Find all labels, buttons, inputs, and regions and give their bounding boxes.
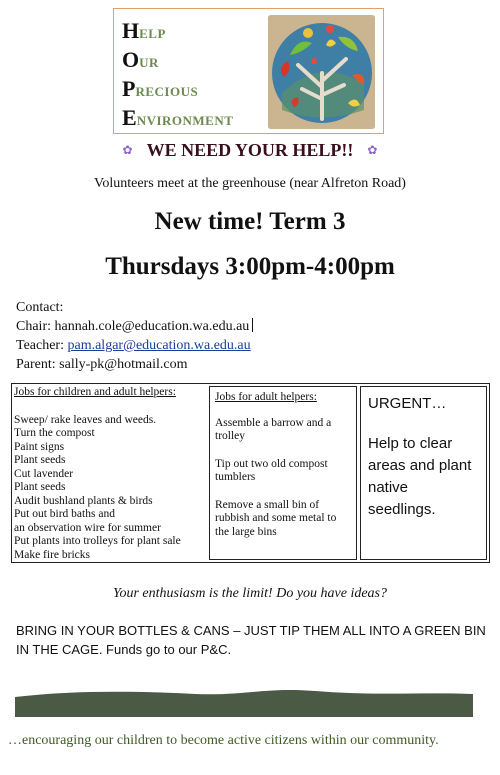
hope-word-our: OUR	[122, 47, 159, 72]
new-time-heading: New time! Term 3	[154, 208, 346, 235]
jobs-children-cell	[14, 386, 212, 560]
flower-icon: ✿	[367, 143, 378, 157]
list-item: Audit bushland plants & birds	[14, 494, 153, 507]
urgent-cell	[360, 386, 487, 560]
list-item: Sweep/ rake leaves and weeds.	[14, 413, 157, 426]
urgent-title: URGENT…	[368, 395, 447, 412]
hope-acronym	[122, 16, 233, 132]
tagline: …encouraging our children to become active citizens within our community.	[8, 733, 439, 748]
bottles-notice: BRING IN YOUR BOTTLES & CANS – JUST TIP THEM ALL INTO A GREEN BIN IN THE CAGE. Funds go to our P&C.	[16, 623, 486, 657]
enthusiasm-line: Your enthusiasm is the limit! Do you have ideas?	[112, 586, 388, 601]
help-headline: WE NEED YOUR HELP!!	[146, 140, 354, 160]
jobs-children-title: Jobs for children and adult helpers:	[14, 386, 176, 398]
text-cursor	[252, 318, 253, 332]
jobs-adults-cell	[209, 386, 357, 560]
hope-painted-logo-icon	[268, 15, 375, 129]
contact-parent: Parent: sally-pk@hotmail.com	[16, 357, 188, 372]
urgent-text: Help to clear areas and plant native seedlings.	[368, 435, 472, 518]
teacher-email-link[interactable]: pam.algar@education.wa.edu.au	[67, 338, 251, 353]
hope-word-environment: ENVIRONMENT	[122, 105, 234, 130]
schedule-heading: Thursdays 3:00pm-4:00pm	[105, 253, 395, 280]
green-wave-banner	[15, 688, 473, 717]
list-item: Paint signs	[14, 440, 65, 453]
list-item: Assemble a barrow and a trolley	[215, 416, 332, 442]
contact-teacher: Teacher: pam.algar@education.wa.edu.au	[16, 338, 251, 353]
chair-email: hannah.cole@education.wa.edu.au	[54, 319, 250, 334]
list-item: Put out bird baths and	[14, 508, 115, 520]
meeting-location: Volunteers meet at the greenhouse (near Alfreton Road)	[94, 176, 406, 191]
list-item: Plant seeds	[14, 454, 66, 466]
contact-heading: Contact:	[16, 300, 64, 315]
jobs-table	[11, 383, 490, 563]
list-item: Turn the compost	[14, 427, 95, 439]
list-item: Plant seeds	[14, 481, 66, 493]
contact-chair: Chair: hannah.cole@education.wa.edu.au	[16, 317, 253, 336]
hope-word-help: HELP	[122, 18, 166, 43]
parent-email: sally-pk@hotmail.com	[59, 357, 188, 372]
contact-block	[16, 298, 253, 374]
flower-icon: ✿	[122, 143, 133, 157]
hope-logo-box	[113, 8, 384, 134]
list-item: Tip out two old compost tumblers	[215, 457, 328, 483]
jobs-adults-title: Jobs for adult helpers:	[215, 391, 317, 403]
hope-word-precious: PRECIOUS	[122, 76, 199, 101]
list-item: Put plants into trolleys for plant sale	[14, 535, 181, 547]
list-item: an observation wire for summer	[14, 521, 161, 534]
list-item: Cut lavender	[14, 467, 74, 480]
help-headline-row	[0, 140, 500, 161]
list-item: Make fire bricks	[14, 548, 90, 561]
list-item: Remove a small bin of rubbish and some metal to the large bins	[215, 498, 337, 538]
